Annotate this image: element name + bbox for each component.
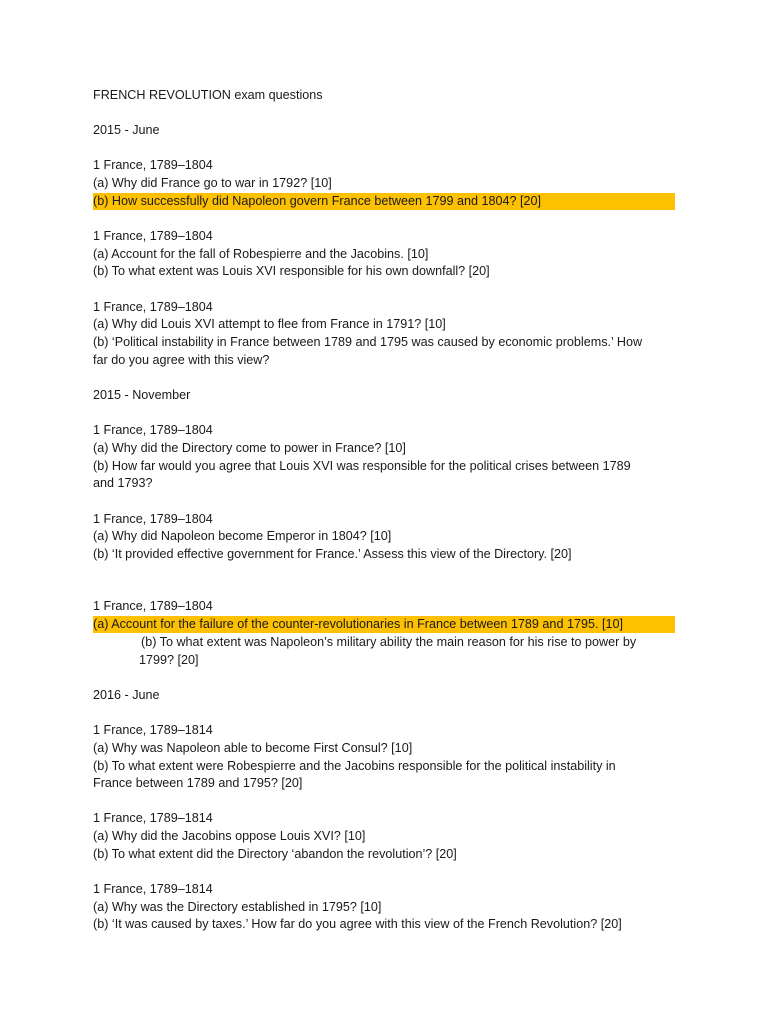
question-part-b-continued: France between 1789 and 1795? [20]: [93, 776, 303, 790]
section-heading: 2015 - November: [93, 388, 191, 402]
question-part-b-continued: 1799? [20]: [139, 653, 199, 667]
question-part-a: (a) Why did the Jacobins oppose Louis XVI? [10]: [93, 829, 366, 843]
question-part-b: (b) To what extent was Napoleon’s military ability the main reason for his rise to power by: [141, 635, 637, 649]
question-topic: 1 France, 1789–1814: [93, 811, 213, 825]
question-part-a: (a) Account for the fall of Robespierre and the Jacobins. [10]: [93, 247, 429, 261]
question-part-b: (b) To what extent did the Directory ‘abandon the revolution’? [20]: [93, 847, 457, 861]
question-part-b: (b) To what extent was Louis XVI responsible for his own downfall? [20]: [93, 264, 490, 278]
question-part-a: (a) Why was Napoleon able to become First Consul? [10]: [93, 741, 413, 755]
section-heading: 2016 - June: [93, 688, 160, 702]
question-part-b: (b) ‘Political instability in France between 1789 and 1795 was caused by economic problems.’ How: [93, 335, 643, 349]
document-title: FRENCH REVOLUTION exam questions: [93, 88, 323, 102]
question-part-b: (b) To what extent were Robespierre and the Jacobins responsible for the political instability in: [93, 759, 616, 773]
question-part-a: (a) Why did the Directory come to power in France? [10]: [93, 441, 406, 455]
question-topic: 1 France, 1789–1804: [93, 158, 213, 172]
question-topic: 1 France, 1789–1804: [93, 599, 213, 613]
question-topic: 1 France, 1789–1804: [93, 512, 213, 526]
question-topic: 1 France, 1789–1804: [93, 423, 213, 437]
question-part-a: (a) Why did France go to war in 1792? [10]: [93, 176, 332, 190]
question-topic: 1 France, 1789–1814: [93, 882, 213, 896]
question-part-b-continued: and 1793?: [93, 476, 153, 490]
question-part-a: (a) Why did Louis XVI attempt to flee from France in 1791? [10]: [93, 317, 446, 331]
question-part-b: (b) ‘It was caused by taxes.’ How far do you agree with this view of the French Revolution? [20]: [93, 917, 622, 931]
question-part-a: (a) Why was the Directory established in 1795? [10]: [93, 900, 382, 914]
question-part-a: (a) Why did Napoleon become Emperor in 1804? [10]: [93, 529, 392, 543]
section-heading: 2015 - June: [93, 123, 160, 137]
question-topic: 1 France, 1789–1804: [93, 300, 213, 314]
question-part-b-continued: far do you agree with this view?: [93, 353, 270, 367]
question-part-b: (b) ‘It provided effective government for France.’ Assess this view of the Directory. [20]: [93, 547, 572, 561]
question-topic: 1 France, 1789–1814: [93, 723, 213, 737]
question-part-b-highlighted: (b) How successfully did Napoleon govern France between 1799 and 1804? [20]: [93, 193, 675, 210]
question-part-a-highlighted: (a) Account for the failure of the counter-revolutionaries in France between 1789 and 1795. [10]: [93, 616, 675, 633]
question-topic: 1 France, 1789–1804: [93, 229, 213, 243]
question-part-b: (b) How far would you agree that Louis XVI was responsible for the political crises between 1789: [93, 459, 631, 473]
